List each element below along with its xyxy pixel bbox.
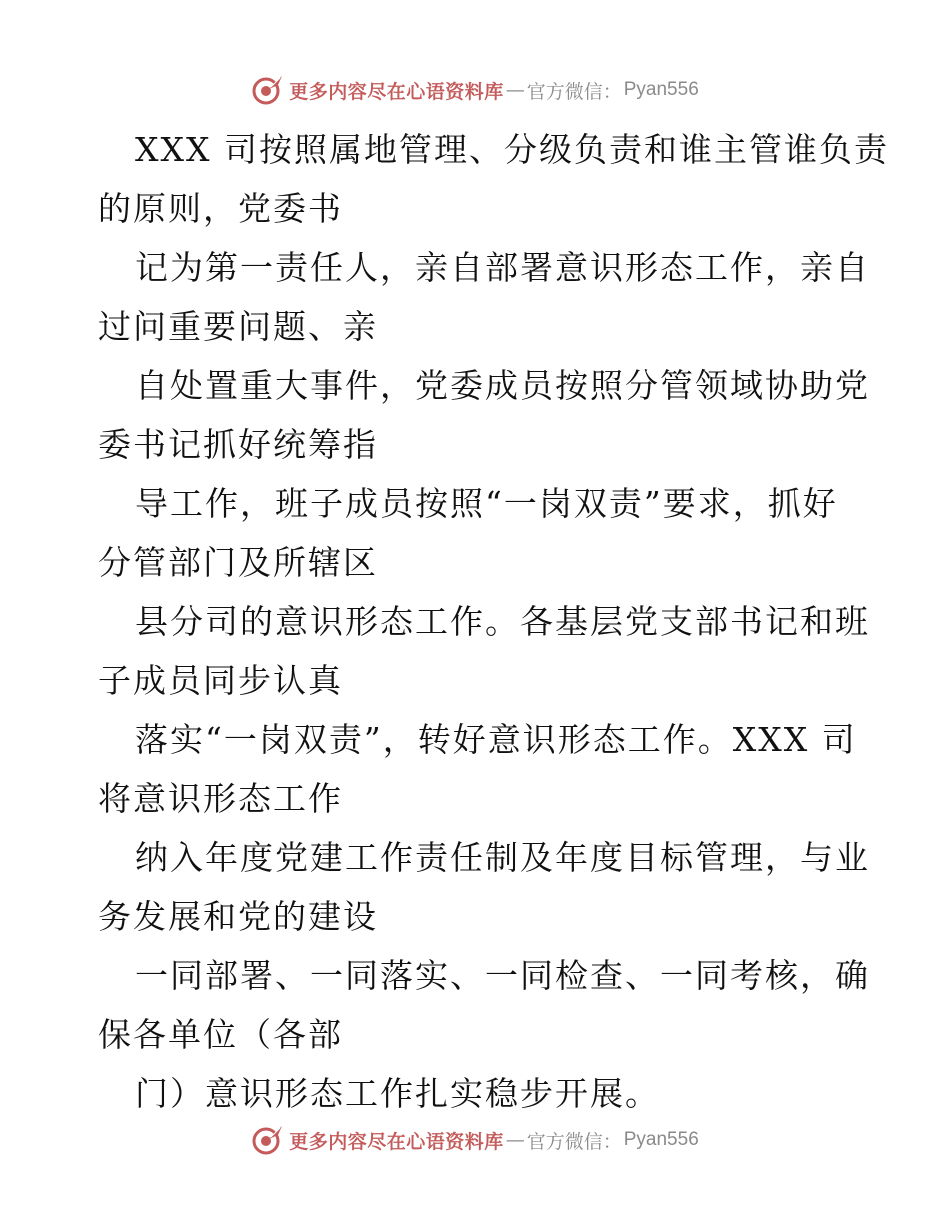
paragraph-line: 落实“一岗双责”，转好意识形态工作。XXX 司	[135, 720, 857, 759]
paragraph-line: 保各单位（各部	[98, 1015, 343, 1054]
banner-wechat-id: Pyan556	[623, 1129, 699, 1150]
banner-official-label: 官方微信：	[526, 1130, 622, 1153]
footer-banner	[0, 1120, 950, 1160]
banner-separator: —	[505, 79, 525, 101]
paragraph-line: 纳入年度党建工作责任制及年度目标管理，与业	[135, 838, 870, 877]
banner-tagline: 更多内容尽在心语资料库	[289, 80, 504, 103]
paragraph-line: 导工作，班子成员按照“一岗双责”要求，抓好	[135, 484, 838, 523]
document-body	[98, 120, 889, 1123]
header-banner	[0, 70, 950, 110]
quill-pen-logo-icon	[251, 73, 285, 107]
paragraph-line: 将意识形态工作	[98, 779, 343, 818]
paragraph-line: XXX 司按照属地管理、分级负责和谁主管谁负责	[135, 130, 889, 169]
banner-separator: —	[505, 1129, 525, 1151]
paragraph-line: 门）意识形态工作扎实稳步开展。	[135, 1074, 660, 1113]
paragraph-line: 务发展和党的建设	[98, 897, 378, 936]
paragraph-line: 委书记抓好统筹指	[98, 425, 378, 464]
banner-wechat-id: Pyan556	[623, 79, 699, 100]
paragraph-line: 过问重要问题、亲	[98, 307, 378, 346]
paragraph-line: 记为第一责任人，亲自部署意识形态工作，亲自	[135, 248, 870, 287]
paragraph-line: 自处置重大事件，党委成员按照分管领域协助党	[135, 366, 870, 405]
paragraph-line: 分管部门及所辖区	[98, 543, 378, 582]
paragraph-line: 的原则，党委书	[98, 189, 343, 228]
banner-tagline: 更多内容尽在心语资料库	[289, 1130, 504, 1153]
paragraph-line: 一同部署、一同落实、一同检查、一同考核，确	[135, 956, 870, 995]
banner-official-label: 官方微信：	[526, 80, 622, 103]
quill-pen-logo-icon	[251, 1123, 285, 1157]
paragraph-line: 县分司的意识形态工作。各基层党支部书记和班	[135, 602, 870, 641]
paragraph-line: 子成员同步认真	[98, 661, 343, 700]
